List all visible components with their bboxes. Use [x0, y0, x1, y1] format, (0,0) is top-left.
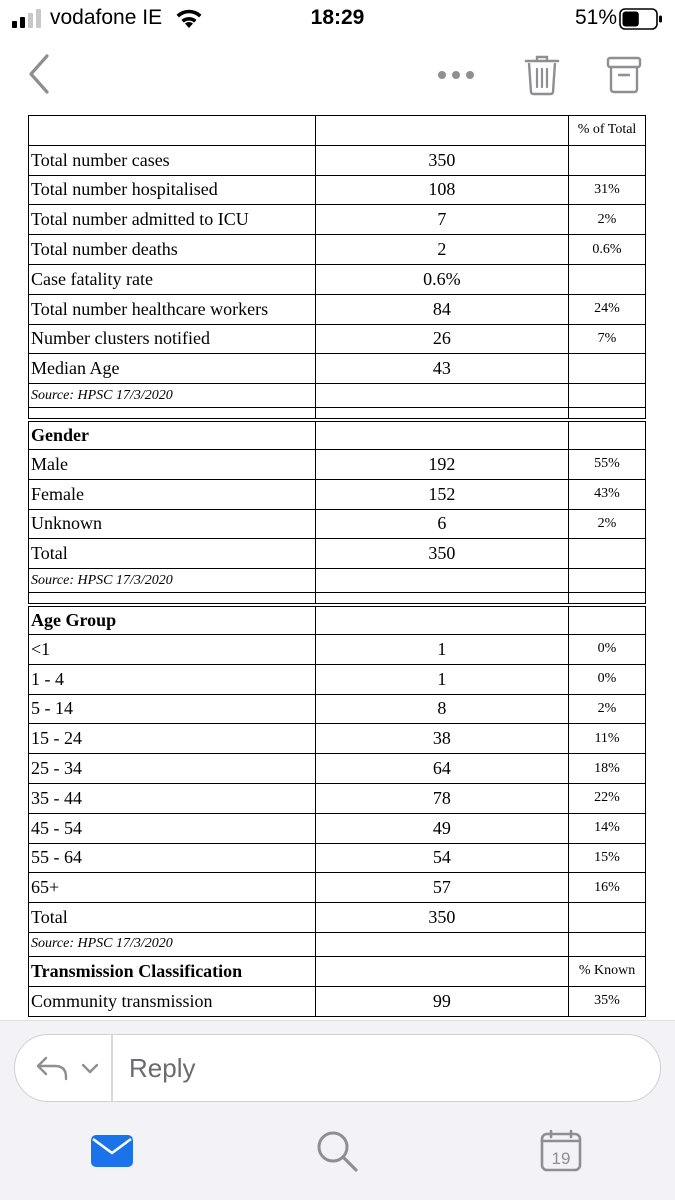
row-value: 2: [315, 235, 568, 265]
transmission-heading: Transmission Classification: [29, 956, 316, 986]
row-value: 64: [315, 754, 568, 784]
row-label: Total number admitted to ICU: [29, 205, 316, 235]
pct-known-header: % Known: [569, 956, 646, 986]
section-separator: [29, 408, 646, 420]
pct-total-header: % of Total: [569, 116, 646, 146]
row-value: 57: [315, 873, 568, 903]
row-label: Total: [29, 903, 316, 933]
row-value: 84: [315, 294, 568, 324]
row-percent: 43%: [569, 479, 646, 509]
battery-icon: [619, 8, 663, 30]
row-percent: 15%: [569, 843, 646, 873]
trash-icon[interactable]: [524, 54, 560, 96]
row-value: 43: [315, 354, 568, 384]
row-percent: 24%: [569, 294, 646, 324]
source-row: [29, 932, 646, 956]
row-value: 99: [315, 986, 568, 1016]
summary-section: [29, 145, 646, 383]
summary-row: [29, 145, 646, 175]
row-label: 25 - 34: [29, 754, 316, 784]
gender-row: [29, 479, 646, 509]
row-percent: 35%: [569, 986, 646, 1016]
transmission-heading-row: [29, 956, 646, 986]
row-value: 0.6%: [315, 264, 568, 294]
gender-section: [29, 449, 646, 568]
row-percent: 2%: [569, 509, 646, 539]
back-chevron-icon[interactable]: [26, 52, 52, 96]
header-empty-cell: [29, 116, 316, 146]
row-percent: 0%: [569, 664, 646, 694]
row-value: 350: [315, 145, 568, 175]
age-group-row: [29, 813, 646, 843]
reply-divider: [111, 1035, 113, 1101]
email-attachment-document: [0, 115, 675, 1020]
age-group-row: [29, 843, 646, 873]
row-percent: 18%: [569, 754, 646, 784]
row-percent: 7%: [569, 324, 646, 354]
header-empty-cell: [315, 116, 568, 146]
row-percent: 0.6%: [569, 235, 646, 265]
row-label: 55 - 64: [29, 843, 316, 873]
row-label: 1 - 4: [29, 664, 316, 694]
age-group-section: [29, 634, 646, 932]
age-group-row: [29, 903, 646, 933]
row-label: Total: [29, 539, 316, 569]
row-percent: 14%: [569, 813, 646, 843]
age-group-row: [29, 694, 646, 724]
row-label: 35 - 44: [29, 783, 316, 813]
archive-icon[interactable]: [606, 56, 642, 94]
age-group-row: [29, 754, 646, 784]
row-percent: [569, 903, 646, 933]
source-note: Source: HPSC 17/3/2020: [29, 932, 316, 956]
gender-heading-row: [29, 420, 646, 450]
battery-percent: 51%: [574, 6, 617, 29]
row-percent: 22%: [569, 783, 646, 813]
row-value: 1: [315, 664, 568, 694]
calendar-icon[interactable]: [540, 1129, 584, 1173]
transmission-section: [29, 986, 646, 1016]
chevron-down-icon[interactable]: [81, 1063, 99, 1075]
row-label: Total number hospitalised: [29, 175, 316, 205]
row-percent: [569, 539, 646, 569]
source-row: [29, 569, 646, 593]
summary-row: [29, 354, 646, 384]
reply-arrow-icon[interactable]: [35, 1055, 69, 1081]
age-group-row: [29, 724, 646, 754]
status-bar: [0, 0, 675, 40]
message-toolbar: [0, 40, 675, 112]
row-label: Total number deaths: [29, 235, 316, 265]
age-group-row: [29, 873, 646, 903]
row-percent: 16%: [569, 873, 646, 903]
row-label: 5 - 14: [29, 694, 316, 724]
row-value: 78: [315, 783, 568, 813]
reply-field[interactable]: [14, 1034, 661, 1102]
row-value: 8: [315, 694, 568, 724]
row-percent: 31%: [569, 175, 646, 205]
row-label: Case fatality rate: [29, 264, 316, 294]
row-value: 1: [315, 634, 568, 664]
gender-row: [29, 449, 646, 479]
row-label: <1: [29, 634, 316, 664]
row-label: 15 - 24: [29, 724, 316, 754]
section-separator: [29, 593, 646, 605]
row-percent: [569, 145, 646, 175]
row-percent: 0%: [569, 634, 646, 664]
row-value: 192: [315, 449, 568, 479]
row-value: 54: [315, 843, 568, 873]
summary-row: [29, 205, 646, 235]
summary-row: [29, 264, 646, 294]
row-value: 7: [315, 205, 568, 235]
row-value: 108: [315, 175, 568, 205]
summary-row: [29, 324, 646, 354]
row-label: Male: [29, 449, 316, 479]
row-percent: [569, 264, 646, 294]
row-value: 26: [315, 324, 568, 354]
row-percent: 2%: [569, 205, 646, 235]
gender-row: [29, 539, 646, 569]
age-group-row: [29, 634, 646, 664]
row-label: 65+: [29, 873, 316, 903]
gender-heading: Gender: [29, 420, 316, 450]
row-value: 350: [315, 903, 568, 933]
clock: 18:29: [310, 6, 365, 29]
source-note: Source: HPSC 17/3/2020: [29, 569, 316, 593]
summary-row: [29, 235, 646, 265]
row-label: Number clusters notified: [29, 324, 316, 354]
table-header-row: [29, 116, 646, 146]
carrier-name: vodafone IE: [50, 6, 163, 29]
row-label: 45 - 54: [29, 813, 316, 843]
transmission-row: [29, 986, 646, 1016]
age-group-heading: Age Group: [29, 605, 316, 635]
row-label: Median Age: [29, 354, 316, 384]
source-row: [29, 384, 646, 408]
row-label: Female: [29, 479, 316, 509]
row-percent: 11%: [569, 724, 646, 754]
row-value: 350: [315, 539, 568, 569]
more-options-icon[interactable]: [436, 68, 476, 82]
source-note: Source: HPSC 17/3/2020: [29, 384, 316, 408]
row-value: 38: [315, 724, 568, 754]
row-percent: 2%: [569, 694, 646, 724]
row-value: 6: [315, 509, 568, 539]
bottom-panel: [0, 1020, 675, 1200]
search-icon[interactable]: [315, 1129, 359, 1173]
reply-placeholder: Reply: [129, 1053, 196, 1083]
summary-row: [29, 175, 646, 205]
mail-icon[interactable]: [90, 1133, 134, 1169]
row-label: Total number healthcare workers: [29, 294, 316, 324]
covid-statistics-table: [28, 115, 646, 1017]
row-label: Total number cases: [29, 145, 316, 175]
age-group-row: [29, 664, 646, 694]
age-group-row: [29, 783, 646, 813]
row-label: Unknown: [29, 509, 316, 539]
row-label: Community transmission: [29, 986, 316, 1016]
row-value: 49: [315, 813, 568, 843]
row-percent: 55%: [569, 449, 646, 479]
age-heading-row: [29, 605, 646, 635]
row-value: 152: [315, 479, 568, 509]
summary-row: [29, 294, 646, 324]
row-percent: [569, 354, 646, 384]
gender-row: [29, 509, 646, 539]
calendar-day-number: 19: [551, 1149, 571, 1168]
